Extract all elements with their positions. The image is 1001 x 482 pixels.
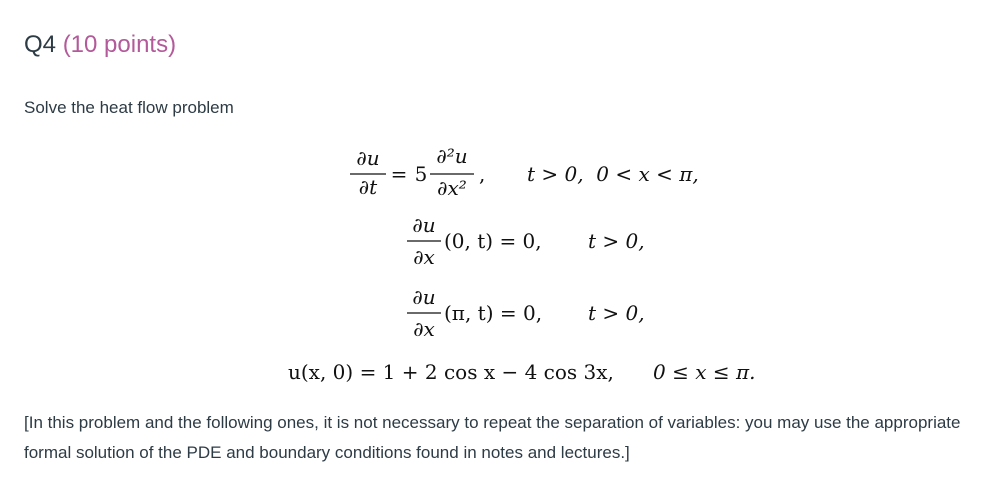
pde-equals: = [390,162,408,186]
pde-comma: , [479,162,486,186]
initial-condition [288,360,755,384]
bc-left-numerator: ∂u [412,213,436,237]
pde-lhs-denominator: ∂t [358,175,378,199]
pde-lhs-numerator: ∂u [356,146,380,170]
pde-rhs-numerator: ∂²u [436,144,468,168]
question-points: (10 points) [62,31,177,58]
instruction-note: [In this problem and the following ones, it is not necessary to repeat the separation of variables: you may use the appropriate formal solution of the PDE and boundary conditions found in notes and lectures.] [24,413,961,462]
bc-right-denominator: ∂x [413,317,435,341]
problem-prompt: Solve the heat flow problem [24,98,234,117]
ic-domain: 0 ≤ x ≤ π. [653,360,756,384]
pde-rhs-denominator: ∂x² [437,176,467,200]
question-number: Q4 [24,31,57,58]
bc-right-args: (π, t) = 0, [444,301,543,325]
ic-expression: u(x, 0) = 1 + 2 cos x − 4 cos 3x, [288,360,614,384]
pde-equation [350,144,699,200]
bc-right-numerator: ∂u [412,285,436,309]
boundary-condition-left [407,213,645,269]
bc-left-denominator: ∂x [413,245,435,269]
bc-left-domain: t > 0, [588,229,645,253]
pde-domain: t > 0, 0 < x < π, [527,162,699,186]
bc-right-domain: t > 0, [588,301,645,325]
boundary-condition-right [407,285,645,341]
bc-left-args: (0, t) = 0, [444,229,542,253]
pde-coefficient: 5 [414,162,428,186]
